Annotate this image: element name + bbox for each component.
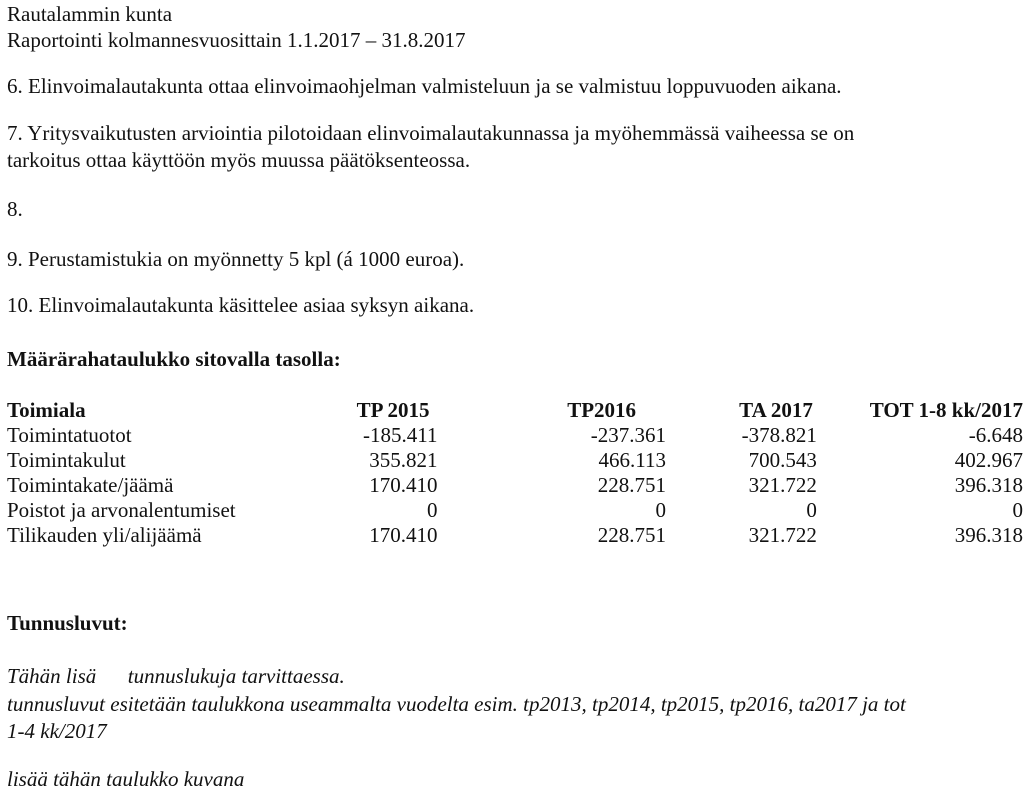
key-figures-note: lisää tähän taulukko kuvana bbox=[7, 767, 245, 791]
table-cell: 466.113 bbox=[598, 448, 667, 472]
table-cell: 170.410 bbox=[369, 523, 438, 547]
table-cell: 0 bbox=[806, 498, 817, 522]
table-cell: -6.648 bbox=[968, 423, 1023, 447]
table-cell: 700.543 bbox=[748, 448, 817, 472]
table-cell: Toimintakate/jäämä bbox=[7, 473, 174, 497]
column-header: TOT 1-8 kk/2017 bbox=[869, 398, 1023, 422]
key-figures-note: Tähän lisä tunnuslukuja tarvittaessa. bbox=[7, 664, 345, 688]
budget-table bbox=[7, 398, 1023, 548]
column-header: TP 2015 bbox=[356, 398, 430, 422]
column-header: TA 2017 bbox=[739, 398, 813, 422]
table-cell: Tilikauden yli/alijäämä bbox=[7, 523, 202, 547]
list-item-9: 9. Perustamistukia on myönnetty 5 kpl (á 1000 euroa). bbox=[7, 247, 465, 271]
table-row bbox=[7, 423, 1023, 448]
table-cell: Poistot ja arvonalentumiset bbox=[7, 498, 236, 522]
report-period: Raportointi kolmannesvuosittain 1.1.2017 – 31.8.2017 bbox=[7, 28, 466, 52]
table-cell: 0 bbox=[427, 498, 438, 522]
column-header: TP2016 bbox=[567, 398, 637, 422]
table-row bbox=[7, 523, 1023, 548]
table-row bbox=[7, 448, 1023, 473]
table-row bbox=[7, 498, 1023, 523]
table-cell: Toimintakulut bbox=[7, 448, 126, 472]
table-cell: 0 bbox=[655, 498, 667, 522]
table-cell: -237.361 bbox=[590, 423, 667, 447]
key-figures-note: tunnusluvut esitetään taulukkona useammalta vuodelta esim. tp2013, tp2014, tp2015, tp2016, ta2017 ja tot bbox=[7, 692, 906, 716]
list-item-7-continued: tarkoitus ottaa käyttöön myös muussa päätöksenteossa. bbox=[7, 148, 471, 172]
table-cell: 355.821 bbox=[369, 448, 438, 472]
table-cell: 228.751 bbox=[597, 473, 667, 497]
key-figures-note: 1-4 kk/2017 bbox=[7, 719, 107, 743]
table-header-row bbox=[7, 398, 1023, 423]
list-item-7: 7. Yritysvaikutusten arviointia pilotoidaan elinvoimalautakunnassa ja myöhemmässä vaiheessa se on bbox=[7, 121, 855, 145]
table-cell: Toimintatuotot bbox=[7, 423, 132, 447]
table-cell: 0 bbox=[1012, 498, 1023, 522]
table-row bbox=[7, 473, 1023, 498]
table-cell: 228.751 bbox=[597, 523, 667, 547]
list-item-10: 10. Elinvoimalautakunta käsittelee asiaa syksyn aikana. bbox=[7, 293, 475, 317]
table-cell: 170.410 bbox=[369, 473, 438, 497]
organization-name: Rautalammin kunta bbox=[7, 2, 173, 26]
table-cell: 402.967 bbox=[954, 448, 1023, 472]
key-figures-heading: Tunnusluvut: bbox=[7, 611, 128, 635]
list-item-8: 8. bbox=[7, 197, 23, 221]
table-cell: -378.821 bbox=[741, 423, 817, 447]
table-cell: 396.318 bbox=[954, 473, 1023, 497]
column-header: Toimiala bbox=[7, 398, 86, 422]
list-item-6: 6. Elinvoimalautakunta ottaa elinvoimaohjelman valmisteluun ja se valmistuu loppuvuoden aikana. bbox=[7, 74, 842, 98]
table-cell: 396.318 bbox=[954, 523, 1023, 547]
table-cell: 321.722 bbox=[748, 523, 817, 547]
table-cell: 321.722 bbox=[748, 473, 817, 497]
table-cell: -185.411 bbox=[363, 423, 438, 447]
budget-table-heading: Määrärahataulukko sitovalla tasolla: bbox=[7, 347, 341, 371]
